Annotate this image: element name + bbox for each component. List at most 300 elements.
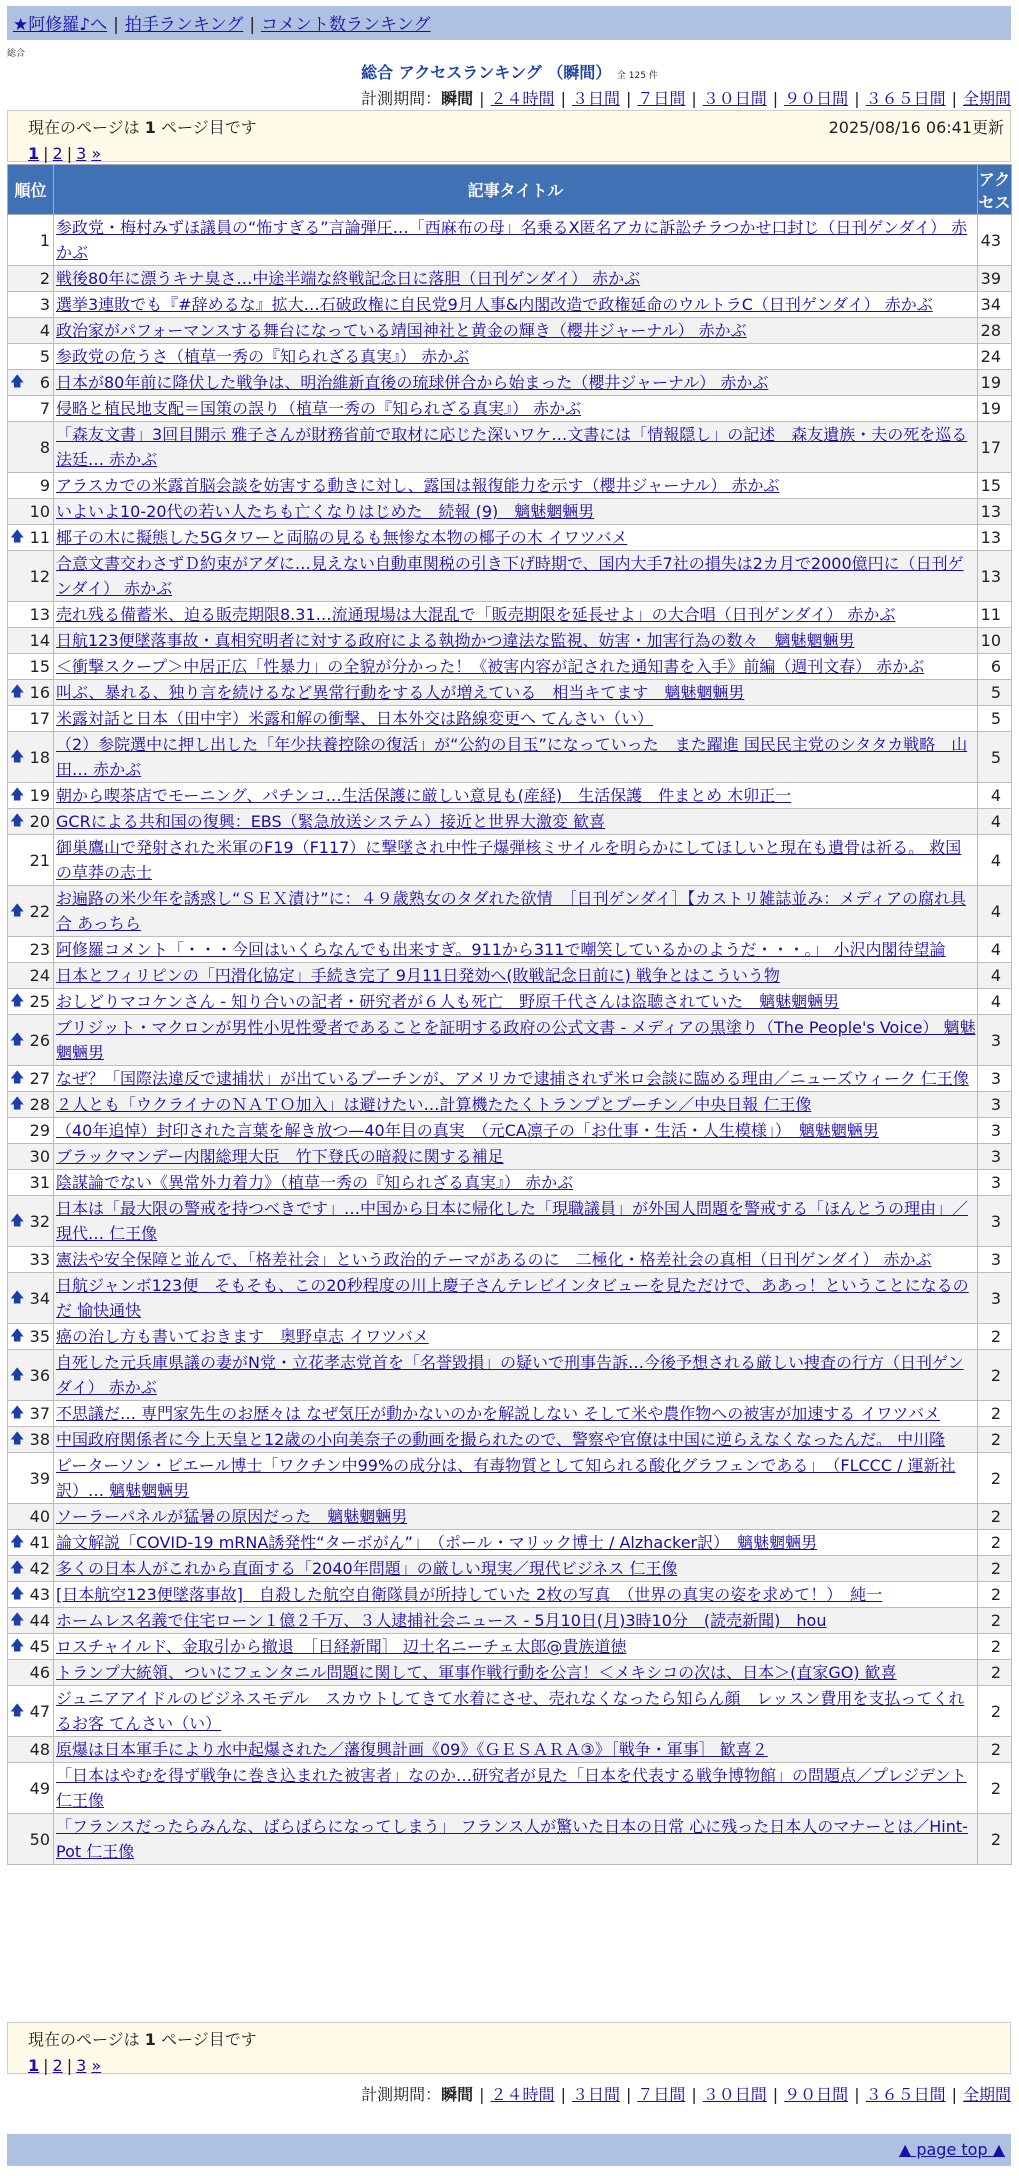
article-link[interactable]: 原爆は日本軍手により水中起爆された／藩復興計画《09》《ＧＥＳＡＲＡ③》［戦争・軍事］ 歓喜２ [56,1740,768,1759]
access-count: 3 [978,1273,1012,1324]
access-count: 2 [978,1634,1012,1660]
access-count: 39 [978,266,1012,292]
rank-number: 46 [29,1663,50,1682]
nav-separator: | [113,15,119,35]
article-link[interactable]: ２人とも「ウクライナのＮＡＴＯ加入」は避けたい…計算機たたくトランプとプーチン／中央日報 仁王像 [56,1095,812,1114]
rank-cell [8,266,54,292]
title-cell [54,422,978,473]
table-row [8,1608,1012,1634]
rank-cell [8,1556,54,1582]
rank-number: 44 [29,1611,50,1630]
rank-number: 35 [29,1327,50,1346]
rank-number: 36 [29,1365,50,1385]
page-info-prefix: 現在のページは [28,2030,140,2049]
title-cell [54,499,978,525]
table-row [8,809,1012,835]
rank-number: 45 [29,1637,50,1656]
title-cell [54,1273,978,1324]
rank-cell [8,1247,54,1273]
article-link[interactable]: 陰謀論でない《異常外力着力》（植草一秀の『知られざる真実』） 赤かぶ [56,1173,574,1192]
rank-number: 40 [29,1507,50,1526]
period-link-30d[interactable]: ３０日間 [702,2085,767,2104]
rank-cell [8,215,54,266]
rank-cell [8,499,54,525]
table-row [8,783,1012,809]
period-link-7d[interactable]: ７日間 [637,2085,686,2104]
rank-number: 7 [39,399,50,418]
table-row [8,1196,1012,1247]
up-arrow-icon: 🡅 [10,1096,25,1112]
access-count: 13 [978,525,1012,551]
rank-cell [8,1504,54,1530]
access-count: 15 [978,473,1012,499]
table-row [8,266,1012,292]
article-link[interactable]: 叫ぶ、暴れる、独り言を続けるなど異常行動をする人が増えている 相当キてます 魑魅魍魎男 [56,683,745,702]
title-cell [54,654,978,680]
access-count: 5 [978,732,1012,783]
pagination: 1 | 2 | 3 » [28,144,102,163]
rank-cell [8,706,54,732]
title-cell [54,1092,978,1118]
article-link[interactable]: ピーターソン・ピエール博士「ワクチン中99%の成分は、有毒物質として知られる酸化グラフェンである」 （FLCCC / 運新社訳）… 魑魅魍魎男 [56,1456,956,1500]
rank-number: 8 [39,437,50,457]
rank-number: 2 [39,269,50,288]
table-row [8,1118,1012,1144]
total-count: 全 125 件 [616,71,658,81]
rank-number: 9 [39,476,50,495]
rank-cell [8,1453,54,1504]
table-row [8,1066,1012,1092]
title-cell [54,1118,978,1144]
article-link[interactable]: アラスカでの米露首脳会談を妨害する動きに対し、露国は報復能力を示す（櫻井ジャーナル） 赤かぶ [56,476,780,495]
period-link-3d[interactable]: ３日間 [571,89,620,108]
article-link[interactable]: ジュニアアイドルのビジネスモデル スカウトしてきて水着にさせ、売れなくなったら知らん顔 レッスン費用を支払ってくれるお客 てんさい（い） [56,1689,965,1733]
table-row [8,292,1012,318]
up-arrow-icon: 🡅 [10,902,25,919]
title-cell [54,963,978,989]
access-count: 2 [978,1453,1012,1504]
rank-number: 49 [29,1778,50,1798]
rank-number: 13 [29,605,50,624]
rank-number: 12 [29,566,50,586]
table-row [8,1401,1012,1427]
table-row [8,680,1012,706]
rank-number: 29 [29,1121,50,1140]
title-cell [54,1634,978,1660]
access-count: 3 [978,1066,1012,1092]
rank-cell [8,473,54,499]
ranking-table [7,164,1012,1865]
period-link-365d[interactable]: ３６５日間 [865,89,946,108]
access-count: 3 [978,1015,1012,1066]
table-row [8,1453,1012,1504]
article-link[interactable]: 選挙3連敗でも『#辞めるな』拡大…石破政権に自民党9月人事&内閣改造で政権延命のウルトラC（日刊ゲンダイ） 赤かぶ [56,295,933,314]
rank-cell [8,835,54,886]
rank-number: 34 [29,1288,50,1308]
access-count: 2 [978,1660,1012,1686]
rank-number: 17 [29,709,50,728]
access-count: 3 [978,1144,1012,1170]
rank-number: 37 [29,1404,50,1423]
table-row [8,318,1012,344]
access-count: 3 [978,1247,1012,1273]
access-count: 19 [978,370,1012,396]
up-arrow-icon: 🡅 [10,1560,25,1576]
table-header [8,165,1012,215]
rank-number: 20 [29,812,50,831]
article-link[interactable]: 不思議だ… 専門家先生のお歴々は なぜ気圧が動かないのかを解説しない そして米や農作物への被害が加速する イワツバメ [56,1404,941,1423]
table-row [8,1170,1012,1196]
period-label: 計測期間： [361,2085,442,2104]
access-count: 19 [978,396,1012,422]
page-title-text: 総合 アクセスランキング （瞬間） [361,63,612,82]
up-arrow-icon: 🡅 [10,1586,25,1602]
table-row [8,1634,1012,1660]
title-cell [54,1737,978,1763]
access-count: 2 [978,1324,1012,1350]
page-info-top [7,110,1011,162]
rank-number: 10 [29,502,50,521]
table-row [8,886,1012,937]
rank-number: 16 [29,683,50,702]
table-row [8,1504,1012,1530]
period-link-7d[interactable]: ７日間 [637,89,686,108]
table-row [8,963,1012,989]
rank-cell [8,680,54,706]
table-row [8,370,1012,396]
article-link[interactable]: お遍路の米少年を誘惑し“ＳＥＸ漬け”に：４９歳熟女のタダれた欲情 ［日刊ゲンダイ］【カストリ雑誌並み：メディアの腐れ具合 あっちら [56,889,967,933]
rank-cell [8,1273,54,1324]
article-link[interactable]: 憲法や安全保障と並んで、「格差社会」という政治的テーマがあるのに 二極化・格差社会の真相（日刊ゲンダイ） 赤かぶ [56,1250,932,1269]
rank-cell [8,809,54,835]
period-link-30d[interactable]: ３０日間 [702,89,767,108]
article-link[interactable]: 「日本はやむを得ず戦争に巻き込まれた被害者」なのか…研究者が見た「日本を代表する戦争博物館」の問題点／プレジデント 仁王像 [56,1766,967,1810]
article-link[interactable]: 日航ジャンボ123便 そもそも、この20秒程度の川上慶子さんテレビインタビューを見ただけで、ああっ！ということになるのだ 愉快通快 [56,1276,969,1320]
article-link[interactable]: 日本は「最大限の警戒を持つべきです」…中国から日本に帰化した「現職議員」が外国人問題を警戒する「ほんとうの理由」／現代… 仁王像 [56,1199,969,1243]
article-link[interactable]: GCRによる共和国の復興：EBS（緊急放送システム）接近と世界大激変 歓喜 [56,812,606,831]
page-next-link[interactable]: » [91,144,102,163]
article-link[interactable]: [日本航空123便墜落事故] 自殺した航空自衛隊員が所持していた 2枚の写真 （世界の真実の姿を求めて！） 純一 [56,1585,883,1604]
article-link[interactable]: 日航123便墜落事故・真相究明者に対する政府による執拗かつ違法な監視、妨害・加害行為の数々 魑魅魍魎男 [56,631,855,650]
rank-cell [8,1737,54,1763]
pagination: 1 | 2 | 3 » [28,2056,102,2075]
rank-cell [8,422,54,473]
access-count: 2 [978,1686,1012,1737]
page-link-2[interactable]: 2 [52,144,63,163]
rank-cell [8,1350,54,1401]
rank-cell [8,1814,54,1865]
up-arrow-icon: 🡅 [10,374,25,390]
rank-cell [8,525,54,551]
rank-cell [8,1530,54,1556]
title-cell [54,396,978,422]
category-label: 総合 [7,49,26,59]
table-row [8,473,1012,499]
rank-cell [8,989,54,1015]
title-cell [54,809,978,835]
home-link[interactable]: ★阿修羅♪へ [13,15,108,35]
article-link[interactable]: 朝から喫茶店でモーニング、パチンコ…生活保護に厳しい意見も(産経) 生活保護 件まとめ 木卯正一 [56,786,792,805]
nav-separator: | [249,15,256,35]
rank-number: 5 [39,347,50,366]
table-row [8,937,1012,963]
rank-cell [8,937,54,963]
title-cell [54,1144,978,1170]
article-link[interactable]: ブラックマンデー内閣総理大臣 竹下登氏の暗殺に関する補足 [56,1147,504,1166]
rank-cell [8,370,54,396]
title-cell [54,628,978,654]
rank-number: 22 [29,901,50,921]
page-link-1[interactable]: 1 [28,2056,40,2075]
period-link-3d[interactable]: ３日間 [571,2085,620,2104]
access-count: 4 [978,886,1012,937]
access-count: 3 [978,1196,1012,1247]
article-link[interactable]: 「フランスだったらみんな、ばらばらになってしまう」 フランス人が驚いた日本の日常 心に残った日本人のマナーとは／Hint-Pot 仁王像 [56,1817,968,1861]
access-count: 10 [978,628,1012,654]
article-link[interactable]: 米露対話と日本（田中宇）米露和解の衝撃、日本外交は路線変更へ てんさい（い） [56,709,654,728]
rank-cell [8,963,54,989]
title-cell [54,1686,978,1737]
rank-number: 3 [39,295,50,314]
title-cell [54,1582,978,1608]
table-row [8,1273,1012,1324]
table-row [8,215,1012,266]
rank-number: 28 [29,1095,50,1114]
rank-cell [8,344,54,370]
title-cell [54,1427,978,1453]
rank-cell [8,1763,54,1814]
article-link[interactable]: 椰子の木に擬態した5Gタワーと両脇の見るも無惨な本物の椰子の木 イワツバメ [56,528,628,547]
period-link-90d[interactable]: ９０日間 [784,89,849,108]
rank-number: 1 [39,230,50,250]
article-link[interactable]: 論文解説「COVID-19 mRNA誘発性“ターボがん”」 （ポール・マリック博士 / Alzhacker訳） 魑魅魍魎男 [56,1533,818,1552]
title-cell [54,344,978,370]
rank-cell [8,1144,54,1170]
page-next-link[interactable]: » [91,2056,102,2075]
access-count: 11 [978,602,1012,628]
rank-cell [8,602,54,628]
article-link[interactable]: トランプ大統領、ついにフェンタニル問題に関して、軍事作戦行動を公言！＜メキシコの次は、日本＞(直家GO) 歓喜 [56,1663,897,1682]
article-link[interactable]: 日本が80年前に降伏した戦争は、明治維新直後の琉球併合から始まった（櫻井ジャーナル） 赤かぶ [56,373,769,392]
rank-cell [8,628,54,654]
article-link[interactable]: 日本とフィリピンの「円滑化協定」手続き完了 9月11日発効へ(敗戦記念日前に) 戦争とはこういう物 [56,966,780,985]
table-row [8,1530,1012,1556]
table-row [8,551,1012,602]
rank-number: 30 [29,1147,50,1166]
article-link[interactable]: 御巣鷹山で発射された米軍のF19（F117）に撃墜され中性子爆弾核ミサイルを明らかにしてほしいと現在も遺骨は祈る。 救国の草莽の志士 [56,838,962,882]
access-count: 34 [978,292,1012,318]
access-count: 2 [978,1401,1012,1427]
rank-cell [8,1170,54,1196]
up-arrow-icon: 🡅 [10,1612,25,1628]
rank-number: 15 [29,657,50,676]
rank-number: 23 [29,940,50,959]
rank-number: 4 [39,321,50,340]
title-cell [54,1814,978,1865]
title-cell [54,1066,978,1092]
rank-number: 42 [29,1559,50,1578]
period-link-24h[interactable]: ２４時間 [490,89,555,108]
title-cell [54,1453,978,1504]
title-cell [54,602,978,628]
title-cell [54,318,978,344]
article-link[interactable]: 中国政府関係者に今上天皇と12歳の小向美奈子の動画を撮られたので、警察や官僚は中国に逆らえなくなったんだ。 中川隆 [56,1430,946,1449]
article-link[interactable]: （2）参院選中に押し出した「年少扶養控除の復活」が“公約の目玉”になっていった また躍進 国民民主党のシタタカ戦略 山田… 赤かぶ [56,735,968,779]
page-info-num: 1 [144,2030,156,2049]
title-cell [54,680,978,706]
access-count: 2 [978,1737,1012,1763]
access-count: 2 [978,1350,1012,1401]
title-cell [54,1530,978,1556]
rank-cell [8,783,54,809]
rank-cell [8,732,54,783]
period-link-365d[interactable]: ３６５日間 [865,2085,946,2104]
up-arrow-icon: 🡅 [10,1070,25,1086]
updated-time: 2025/08/16 06:41更新 [828,118,1004,137]
rank-number: 19 [29,786,50,805]
up-arrow-icon: 🡅 [10,1405,25,1421]
table-row [8,1092,1012,1118]
table-row [8,1763,1012,1814]
article-link[interactable]: （40年追悼）封印された言葉を解き放つ—40年目の真実 （元CA凛子の「お仕事・生活・人生模様」） 魑魅魍魎男 [56,1121,879,1140]
page-top-link[interactable]: ▲ page top ▲ [898,2140,1005,2159]
table-row [8,1556,1012,1582]
title-cell [54,1196,978,1247]
access-count: 24 [978,344,1012,370]
article-link[interactable]: 売れ残る備蓄米、迫る販売期限8.31…流通現場は大混乱で「販売期限を延長せよ」の大合唱（日刊ゲンダイ） 赤かぶ [56,605,896,624]
article-link[interactable]: 阿修羅コメント「・・・今回はいくらなんでも出来すぎ。911から311で嘲笑しているかのようだ・・・。」 小沢内閣待望論 [56,940,946,959]
title-cell [54,215,978,266]
table-row [8,525,1012,551]
access-count: 3 [978,1092,1012,1118]
period-selector-bottom: 計測期間：瞬間 | ２４時間 | ３日間 | ７日間 | ３０日間 | ９０日間 | ３６５日間 | 全期間 [361,2085,1011,2104]
title-cell [54,783,978,809]
title-cell [54,1401,978,1427]
article-link[interactable]: ブリジット・マクロンが男性小児性愛者であることを証明する政府の公式文書 - メディアの黒塗り（The People's Voice） 魑魅魍魎男 [56,1018,976,1062]
rank-number: 38 [29,1430,50,1449]
article-link[interactable]: 参政党・梅村みずほ議員の“怖すぎる”言論弾圧…「西麻布の母」名乗るX匿名アカに訴訟チラつかせ口封じ（日刊ゲンダイ） 赤かぶ [56,218,968,262]
rank-number: 11 [29,528,50,547]
up-arrow-icon: 🡅 [10,1366,25,1383]
article-link[interactable]: おしどりマコケンさん - 知り合いの記者・研究者が６人も死亡 野原千代さんは盗聴されていた 魑魅魍魎男 [56,992,840,1011]
title-cell [54,266,978,292]
title-cell [54,835,978,886]
article-link[interactable]: 自死した元兵庫県議の妻がN党・立花孝志党首を「名誉毀損」の疑いで刑事告訴…今後予想される厳しい捜査の行方（日刊ゲンダイ） 赤かぶ [56,1353,964,1397]
col-rank: 順位 [8,165,54,215]
article-link[interactable]: 「森友文書」3回目開示 雅子さんが財務省前で取材に応じた深いワケ…文書には「情報隠し」の記述 森友遺族・夫の死を巡る法廷… 赤かぶ [56,425,968,469]
period-link-24h[interactable]: ２４時間 [490,2085,555,2104]
table-row [8,835,1012,886]
rank-cell [8,1324,54,1350]
table-row [8,1737,1012,1763]
page-info-bottom [7,2022,1011,2074]
page-link-3[interactable]: 3 [76,144,87,163]
access-count: 6 [978,654,1012,680]
table-row [8,344,1012,370]
article-link[interactable]: 侵略と植民地支配＝国策の誤り（植草一秀の『知られざる真実』） 赤かぶ [56,399,582,418]
article-link[interactable]: 多くの日本人がこれから直面する「2040年問題」の厳しい現実／現代ビジネス 仁王像 [56,1559,678,1578]
title-cell [54,1504,978,1530]
title-cell [54,1763,978,1814]
period-selector-top: 計測期間：瞬間 | ２４時間 | ３日間 | ７日間 | ３０日間 | ９０日間 | ３６５日間 | 全期間 [361,89,1011,108]
article-link[interactable]: いよいよ10-20代の若い人たちも亡くなりはじめた 続報 (9) 魑魅魍魎男 [56,502,595,521]
rank-cell [8,1092,54,1118]
table-row [8,1247,1012,1273]
rank-number: 24 [29,966,50,985]
period-link-all[interactable]: 全期間 [962,89,1011,108]
title-cell [54,1608,978,1634]
period-link-90d[interactable]: ９０日間 [784,2085,849,2104]
access-count: 17 [978,422,1012,473]
article-link[interactable]: ソーラーパネルが猛暑の原因だった 魑魅魍魎男 [56,1507,408,1526]
page-info-prefix: 現在のページは [28,118,140,137]
page-link-1[interactable]: 1 [28,144,40,163]
rank-number: 27 [29,1069,50,1088]
access-count: 5 [978,680,1012,706]
article-link[interactable]: なぜ？「国際法違反で逮捕状」が出ているプーチンが、アメリカで逮捕されず米ロ会談に臨める理由／ニューズウィーク 仁王像 [56,1069,969,1088]
title-cell [54,1247,978,1273]
table-row [8,1350,1012,1401]
title-cell [54,473,978,499]
article-link[interactable]: ホームレス名義で住宅ローン１億２千万、３人逮捕社会ニュース - 5月10日(月)3時10分 (読売新聞) hou [56,1611,827,1630]
up-arrow-icon: 🡅 [10,993,25,1009]
rank-number: 41 [29,1533,50,1552]
page-link-3[interactable]: 3 [76,2056,87,2075]
access-count: 4 [978,937,1012,963]
title-cell [54,292,978,318]
access-count: 43 [978,215,1012,266]
rank-number: 43 [29,1585,50,1604]
access-count: 4 [978,835,1012,886]
page-info-suffix: ページ目です [161,118,257,137]
up-arrow-icon: 🡅 [10,1702,25,1719]
comment-ranking-link[interactable]: コメント数ランキング [261,15,431,35]
title-cell [54,706,978,732]
table-row [8,499,1012,525]
table-row [8,396,1012,422]
rank-cell [8,1634,54,1660]
page-link-2[interactable]: 2 [52,2056,63,2075]
rank-number: 33 [29,1250,50,1269]
title-cell [54,886,978,937]
clap-ranking-link[interactable]: 拍手ランキング [124,15,244,35]
rank-cell [8,1686,54,1737]
rank-cell [8,654,54,680]
article-link[interactable]: 戦後80年に漂うキナ臭さ…中途半端な終戦記念日に落胆（日刊ゲンダイ） 赤かぶ [56,269,641,288]
article-link[interactable]: ＜衝撃スクープ＞中居正広「性暴力」の全貌が分かった！《被害内容が記された通知書を入手》前編（週刊文春） 赤かぶ [56,657,925,676]
title-cell [54,1350,978,1401]
rank-cell [8,1427,54,1453]
rank-cell [8,551,54,602]
rank-number: 6 [39,373,50,392]
article-link[interactable]: 合意文書交わさずＤ約束がアダに…見えない自動車関税の引き下げ時期で、国内大手7社の損失は2カ月で2000億円に（日刊ゲンダイ） 赤かぶ [56,554,964,598]
article-link[interactable]: 癌の治し方も書いておきます 奥野卓志 イワツバメ [56,1327,429,1346]
article-link[interactable]: ロスチャイルド、金取引から撤退 ［日経新聞］ 辺土名ニーチェ太郎@貴族道徳 [56,1637,627,1656]
up-arrow-icon: 🡅 [10,1534,25,1550]
up-arrow-icon: 🡅 [10,1031,25,1048]
rank-number: 31 [29,1173,50,1192]
article-link[interactable]: 政治家がパフォーマンスする舞台になっている靖国神社と黄金の輝き（櫻井ジャーナル） 赤かぶ [56,321,747,340]
rank-number: 32 [29,1211,50,1231]
rank-number: 14 [29,631,50,650]
title-cell [54,1324,978,1350]
rank-number: 50 [29,1829,50,1849]
rank-cell [8,318,54,344]
period-link-all[interactable]: 全期間 [962,2085,1011,2104]
access-count: 2 [978,1530,1012,1556]
article-link[interactable]: 参政党の危うさ（植草一秀の『知られざる真実』） 赤かぶ [56,347,470,366]
up-arrow-icon: 🡅 [10,813,25,829]
